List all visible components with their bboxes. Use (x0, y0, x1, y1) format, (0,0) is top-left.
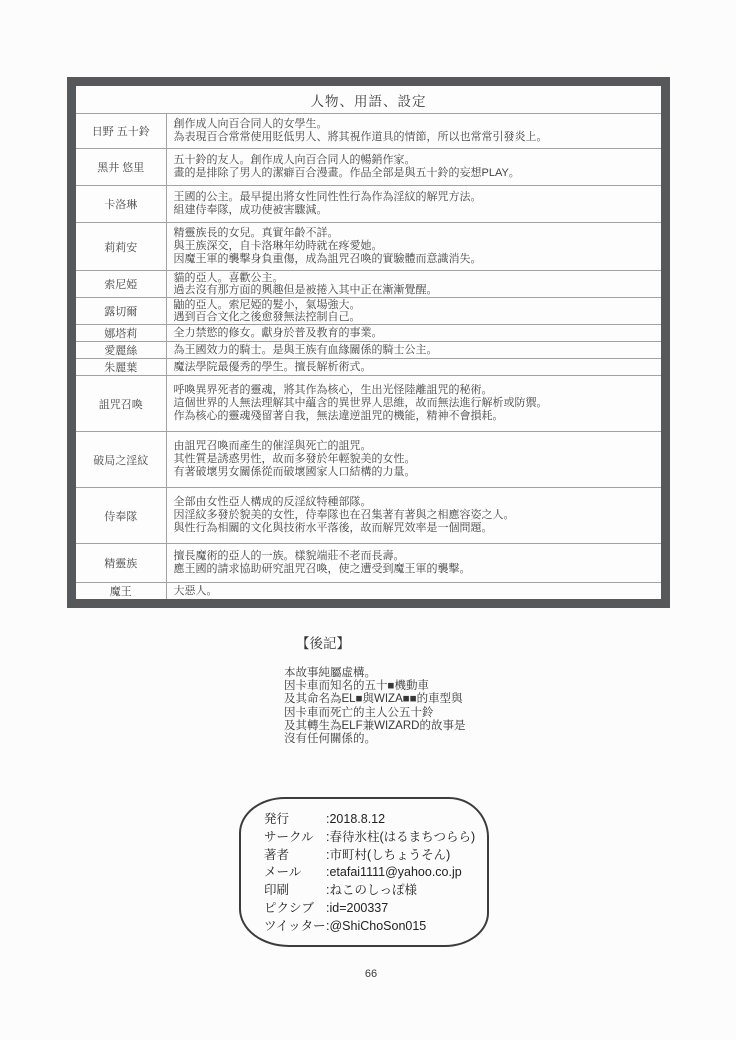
desc-line: 為表現百合常常使用貶低男人、將其視作道具的情節，所以也常常引發炎上。 (173, 131, 548, 143)
colophon-row (264, 900, 487, 918)
desc-line: 呼喚異界死者的靈魂，將其作為核心，生出光怪陸離詛咒的秘術。 (173, 384, 493, 396)
table-row (76, 342, 661, 359)
character-name-cell: 朱麗葉 (76, 359, 166, 376)
table-row (76, 376, 661, 432)
desc-line: 全力禁慾的修女。獻身於普及教育的事業。 (173, 327, 383, 339)
desc-line: 應王國的請求協助研究詛咒召喚，使之遭受到魔王軍的襲擊。 (173, 563, 471, 575)
character-desc-cell (166, 149, 661, 186)
desc-line: 組建侍奉隊，成功使被害驟減。 (173, 204, 328, 216)
afterword-line: 因卡車而知名的五十■機動車 (284, 680, 429, 693)
character-name-cell: 索尼婭 (76, 271, 166, 298)
desc-line: 鼬的亞人。索尼婭的髮小，氣場強大。 (173, 299, 361, 311)
table-row (76, 325, 661, 342)
colophon-row (264, 847, 487, 865)
term-desc-cell (166, 432, 661, 488)
desc-line: 因魔王軍的襲擊身負重傷，成為詛咒召喚的實驗體而意識消失。 (173, 253, 482, 265)
afterword-line: 及其命名為EL■與WIZA■■的車型與 (284, 693, 463, 706)
character-name-cell: 黑井 悠里 (76, 149, 166, 186)
colophon-label: ツイッター (264, 918, 326, 933)
colophon-value: :2018.8.12 (326, 812, 386, 826)
afterword-title: 【後記】 (296, 636, 350, 651)
table-row (76, 149, 661, 186)
colophon-row (264, 918, 487, 936)
desc-line: 這個世界的人無法理解其中蘊含的異世界人思維，故而無法進行解析或防禦。 (173, 397, 548, 409)
character-name-cell: 卡洛琳 (76, 186, 166, 223)
afterword-line: 本故事純屬虛構。 (284, 667, 376, 679)
desc-line: 全部由女性亞人構成的反淫紋特種部隊。 (173, 496, 372, 508)
desc-line: 王國的公主。最早提出將女性同性性行為作為淫紋的解咒方法。 (173, 191, 482, 203)
desc-line: 因淫紋多發於貌美的女性，侍奉隊也在召集著有著與之相應容姿之人。 (173, 509, 515, 521)
character-desc-cell (166, 114, 661, 149)
colophon-row (264, 811, 487, 829)
afterword-line: 沒有任何關係的。 (284, 733, 376, 746)
table-row (76, 298, 661, 325)
character-table-frame (67, 77, 670, 608)
table-title: 人物、用語、設定 (310, 94, 427, 109)
character-desc-cell (166, 271, 661, 298)
desc-line: 擅長魔術的亞人的一族。樣貌端莊不老而長壽。 (173, 550, 405, 562)
colophon-row (264, 882, 487, 900)
character-desc-cell (166, 298, 661, 325)
desc-line: 作為核心的靈魂殘留著自我，無法違逆詛咒的機能，精神不會損耗。 (173, 410, 504, 422)
colophon-row (264, 864, 487, 882)
desc-line: 其性質是誘惑男性，故而多發於年輕貌美的女性。 (173, 453, 416, 465)
term-desc-cell (166, 376, 661, 432)
desc-line: 與性行為相關的文化與技術水平落後，故而解咒效率是一個問題。 (173, 522, 493, 534)
table-row (76, 271, 661, 298)
character-desc-cell (166, 325, 661, 342)
term-name-cell: 詛咒召喚 (76, 376, 166, 432)
desc-line: 貓的亞人。喜歡公主。 (173, 272, 284, 284)
desc-line: 遇到百合文化之後愈發無法控制自己。 (173, 311, 361, 323)
table-row (76, 544, 661, 583)
character-desc-cell (166, 223, 661, 271)
term-desc-cell (166, 488, 661, 544)
character-name-cell: 露切爾 (76, 298, 166, 325)
colophon-label: ピクシブ (264, 900, 315, 915)
colophon-value: :春待氷柱(はるまちつらら) (326, 829, 476, 844)
desc-line: 過去沒有那方面的興趣但是被捲入其中正在漸漸覺醒。 (173, 284, 438, 296)
term-name-cell: 破局之淫紋 (76, 432, 166, 488)
desc-line: 為王國效力的騎士。是與王族有血緣關係的騎士公主。 (173, 344, 438, 356)
character-desc-cell (166, 342, 661, 359)
colophon-box (239, 797, 489, 947)
character-name-cell: 愛麗絲 (76, 342, 166, 359)
page-number: 66 (364, 968, 378, 980)
desc-line: 與王族深交，自卡洛琳年幼時就在疼愛她。 (173, 240, 383, 252)
colophon-label: 著者 (264, 847, 290, 862)
afterword-body (284, 667, 465, 746)
character-name-cell: 日野 五十鈴 (76, 114, 166, 149)
character-desc-cell (166, 186, 661, 223)
character-name-cell: 娜塔莉 (76, 325, 166, 342)
desc-line: 精靈族長的女兒。真實年齡不詳。 (173, 227, 339, 239)
desc-line: 畫的是排除了男人的潔癖百合漫畫。作品全部是與五十鈴的妄想PLAY。 (173, 167, 520, 179)
desc-line: 五十鈴的友人。創作成人向百合同人的暢銷作家。 (173, 154, 416, 166)
colophon-value: :id=200337 (326, 900, 389, 915)
character-desc-cell (166, 359, 661, 376)
desc-line: 由詛咒召喚而產生的催淫與死亡的詛咒。 (173, 440, 372, 452)
table-row (76, 432, 661, 488)
term-desc-cell (166, 583, 661, 600)
colophon-label: 印刷 (264, 883, 290, 898)
table-row (76, 186, 661, 223)
table-title-row (76, 86, 661, 114)
character-name-cell: 莉莉安 (76, 223, 166, 271)
table-row (76, 114, 661, 149)
character-table (76, 86, 661, 599)
colophon-value: :etafai1111@yahoo.co.jp (326, 865, 462, 880)
table-row (76, 488, 661, 544)
colophon-value: :ねこのしっぽ様 (326, 883, 417, 898)
table-row (76, 359, 661, 376)
term-name-cell: 魔王 (76, 583, 166, 600)
term-desc-cell (166, 544, 661, 583)
colophon-label: サークル (264, 829, 314, 844)
term-name-cell: 侍奉隊 (76, 488, 166, 544)
colophon-value: :@ShiChoSon015 (326, 918, 427, 933)
table-row (76, 223, 661, 271)
colophon-label: 発行 (264, 812, 290, 826)
colophon-row (264, 829, 487, 847)
desc-line: 創作成人向百合同人的女學生。 (173, 118, 328, 130)
afterword-line: 因卡車而死亡的主人公五十鈴 (284, 706, 434, 719)
colophon-value: :市町村(しちょうそん) (326, 847, 451, 862)
afterword-line: 及其轉生為ELF兼WIZARD的故事是 (284, 719, 466, 732)
desc-line: 大惡人。 (173, 585, 218, 597)
table-row (76, 583, 661, 600)
term-name-cell: 精靈族 (76, 544, 166, 583)
desc-line: 有著破壞男女關係從而破壞國家人口結構的力量。 (173, 466, 416, 478)
afterword-section (284, 632, 465, 746)
colophon-label: メール (264, 865, 302, 880)
desc-line: 魔法學院最優秀的學生。擅長解析術式。 (173, 361, 372, 373)
